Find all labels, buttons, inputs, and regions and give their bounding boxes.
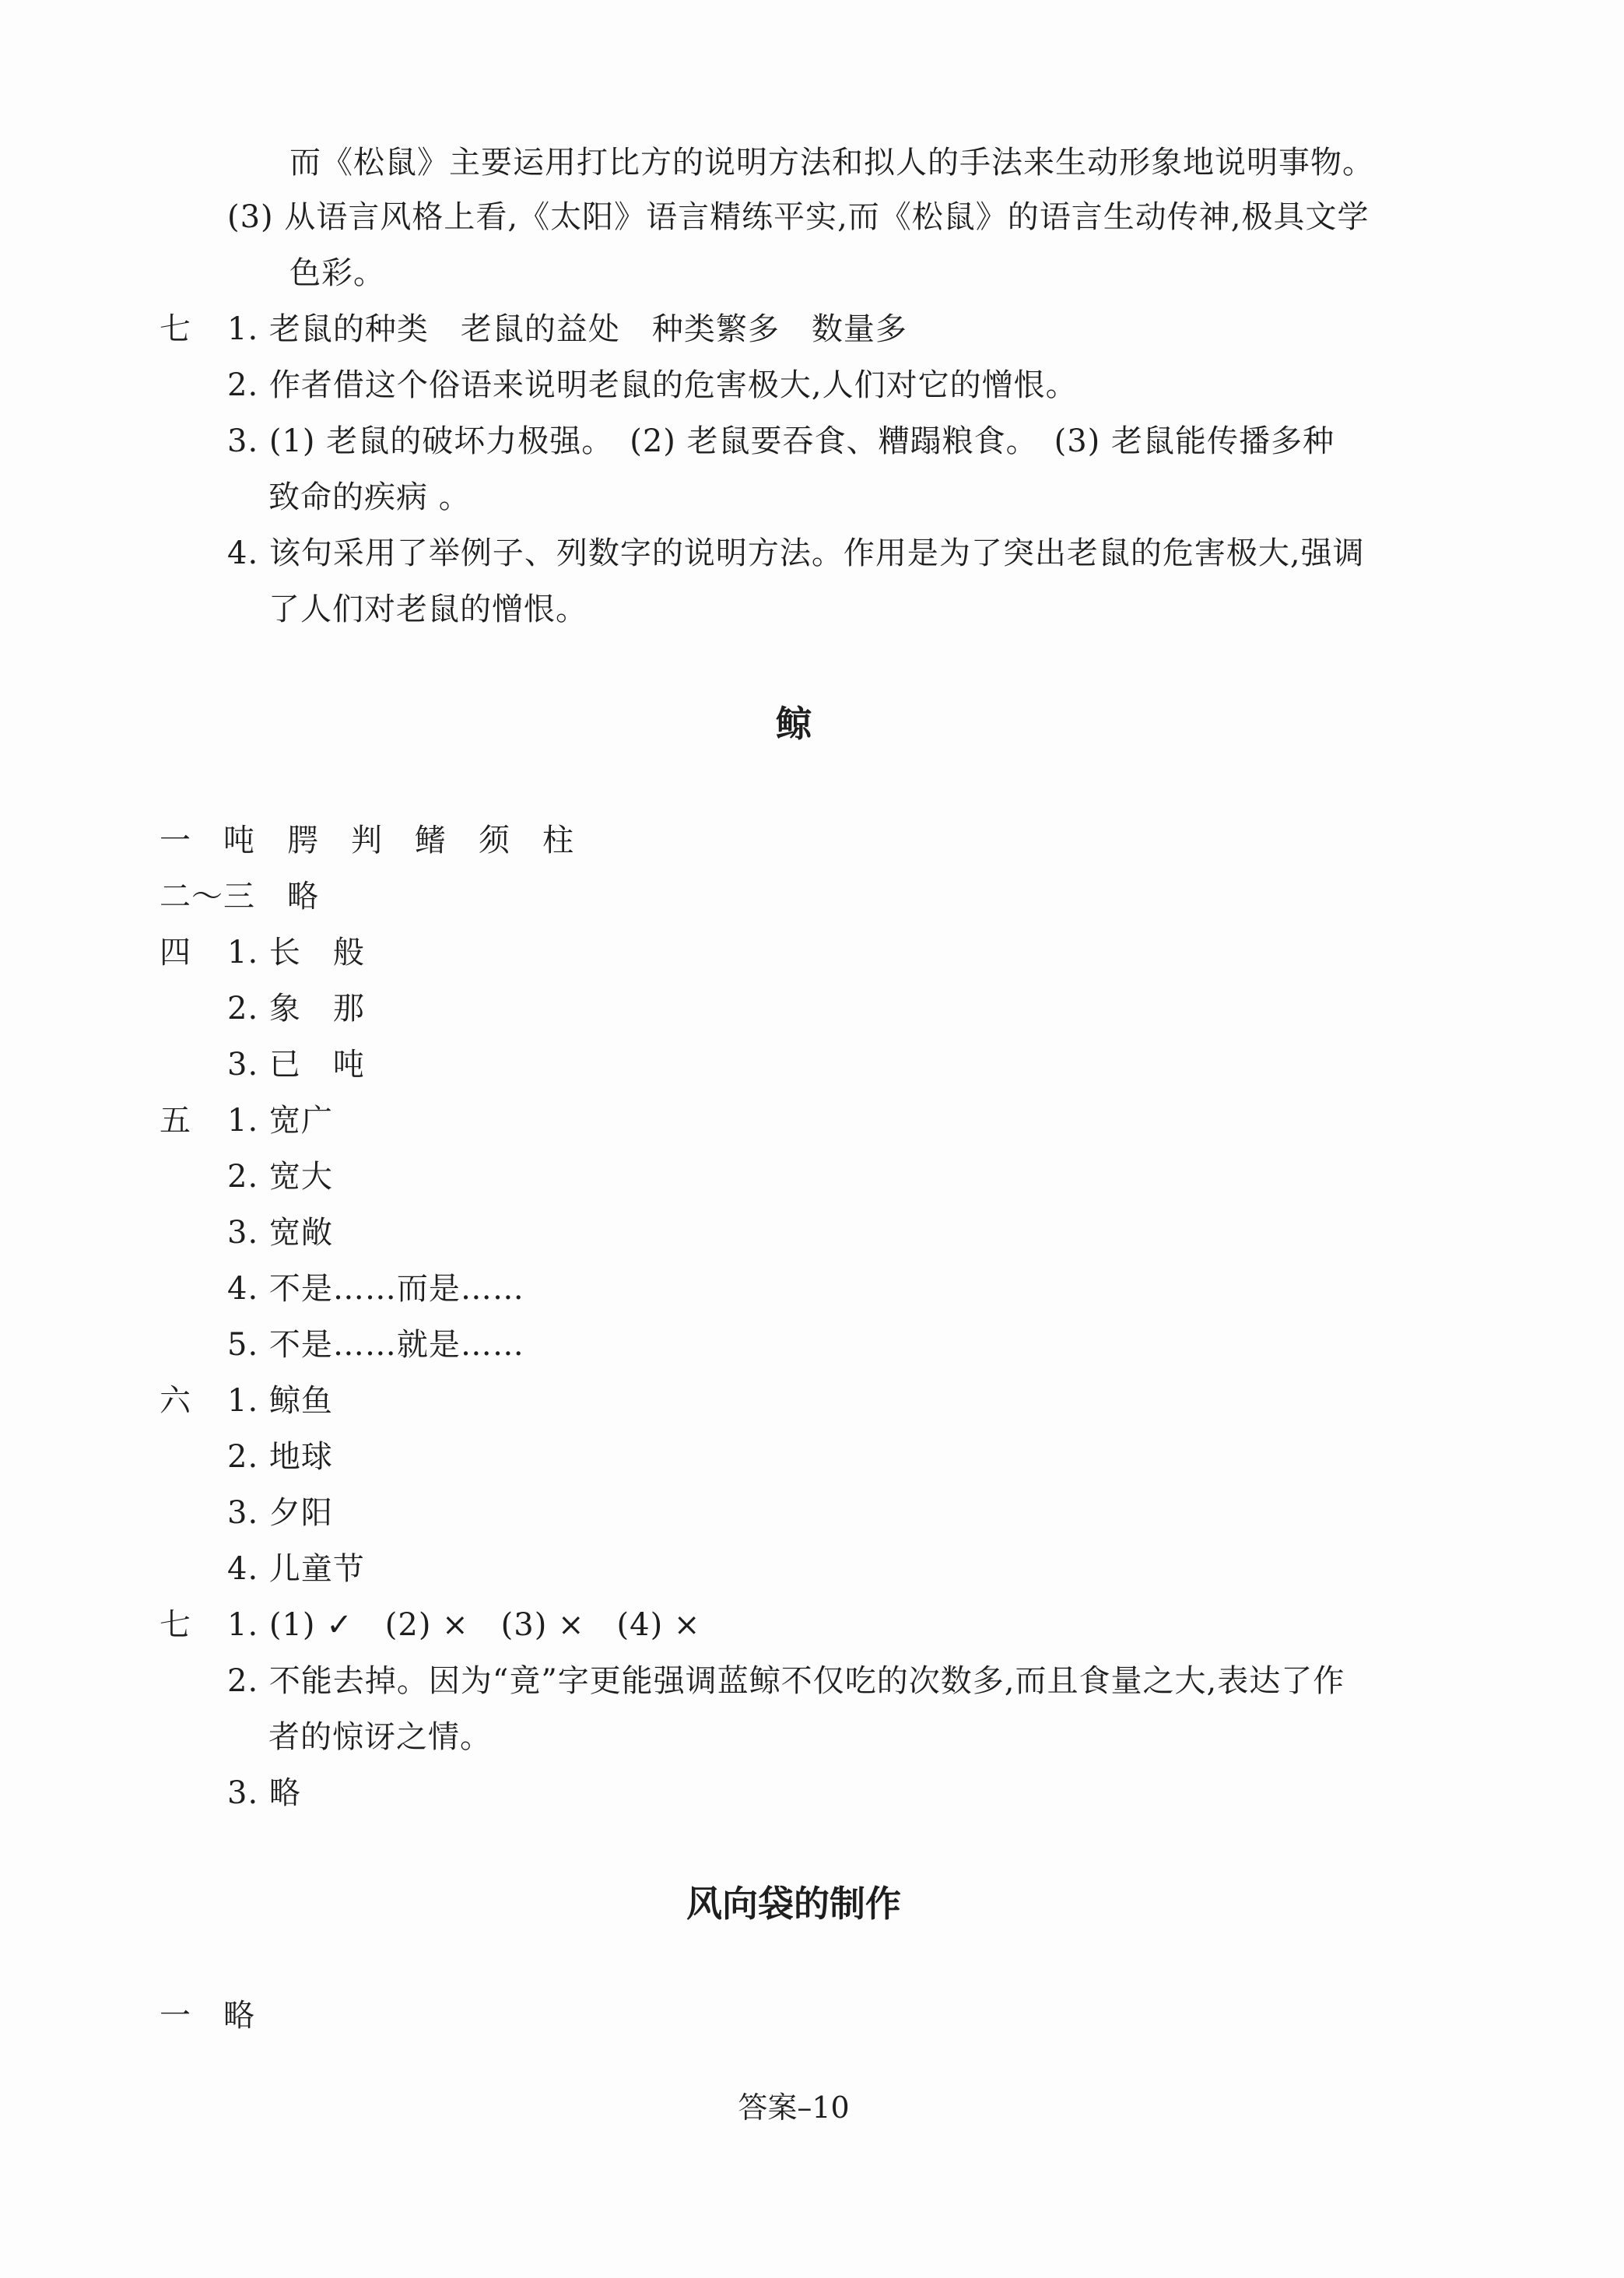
answer-item: 2. 象 那	[227, 991, 365, 1027]
answer-item: 2. 宽大	[227, 1159, 333, 1195]
answer-text: 了人们对老鼠的憎恨。	[268, 591, 588, 627]
answer-item: 4. 儿童节	[227, 1551, 365, 1587]
answer-item: 1. 老鼠的种类 老鼠的益处 种类繁多 数量多	[227, 311, 907, 347]
answer-item: 2. 地球	[227, 1439, 333, 1475]
answer-item: (3) 从语言风格上看,《太阳》语言精练平实,而《松鼠》的语言生动传神,极具文学	[227, 199, 1370, 235]
page-number: 答案–10	[738, 2090, 850, 2125]
section-title: 风向袋的制作	[686, 1883, 901, 1925]
question-number: 六	[160, 1383, 191, 1419]
answer-item: 1. 宽广	[227, 1103, 333, 1139]
answer-item: 1. 长 般	[227, 935, 365, 971]
question-number: 七	[160, 1607, 191, 1643]
answer-item: 3. (1) 老鼠的破坏力极强。 (2) 老鼠要吞食、糟蹋粮食。 (3) 老鼠能传播多种	[227, 423, 1335, 459]
answer-item: 1. 鲸鱼	[227, 1383, 333, 1419]
question-number: 五	[160, 1103, 191, 1139]
answer-text: 致命的疾病 。	[268, 479, 471, 515]
answer-item: 4. 不是……而是……	[227, 1271, 524, 1307]
answer-item: 2. 不能去掉。因为“竟”字更能强调蓝鲸不仅吃的次数多,而且食量之大,表达了作	[227, 1663, 1345, 1699]
answer-item: 3. 夕阳	[227, 1495, 333, 1531]
answer-item: 3. 略	[227, 1775, 301, 1811]
answer-text: 色彩。	[289, 255, 385, 291]
answer-item: 一 吨 腭 判 鳍 须 柱	[160, 823, 574, 858]
answer-text: 者的惊讶之情。	[268, 1719, 492, 1755]
answer-item: 3. 已 吨	[227, 1047, 365, 1083]
answer-item: 5. 不是……就是……	[227, 1327, 524, 1363]
question-number: 七	[160, 311, 191, 347]
answer-text: 而《松鼠》主要运用打比方的说明方法和拟人的手法来生动形象地说明事物。	[289, 145, 1374, 181]
answer-item: 4. 该句采用了举例子、列数字的说明方法。作用是为了突出老鼠的危害极大,强调	[227, 535, 1365, 571]
answer-item: 1. (1) ✓ (2) × (3) × (4) ×	[227, 1607, 701, 1643]
answer-item: 二～三 略	[160, 879, 319, 914]
answer-item: 一 略	[160, 1998, 255, 2034]
section-title: 鲸	[776, 703, 812, 745]
answer-item: 2. 作者借这个俗语来说明老鼠的危害极大,人们对它的憎恨。	[227, 367, 1078, 403]
question-number: 四	[160, 935, 191, 971]
answer-item: 3. 宽敞	[227, 1215, 333, 1251]
